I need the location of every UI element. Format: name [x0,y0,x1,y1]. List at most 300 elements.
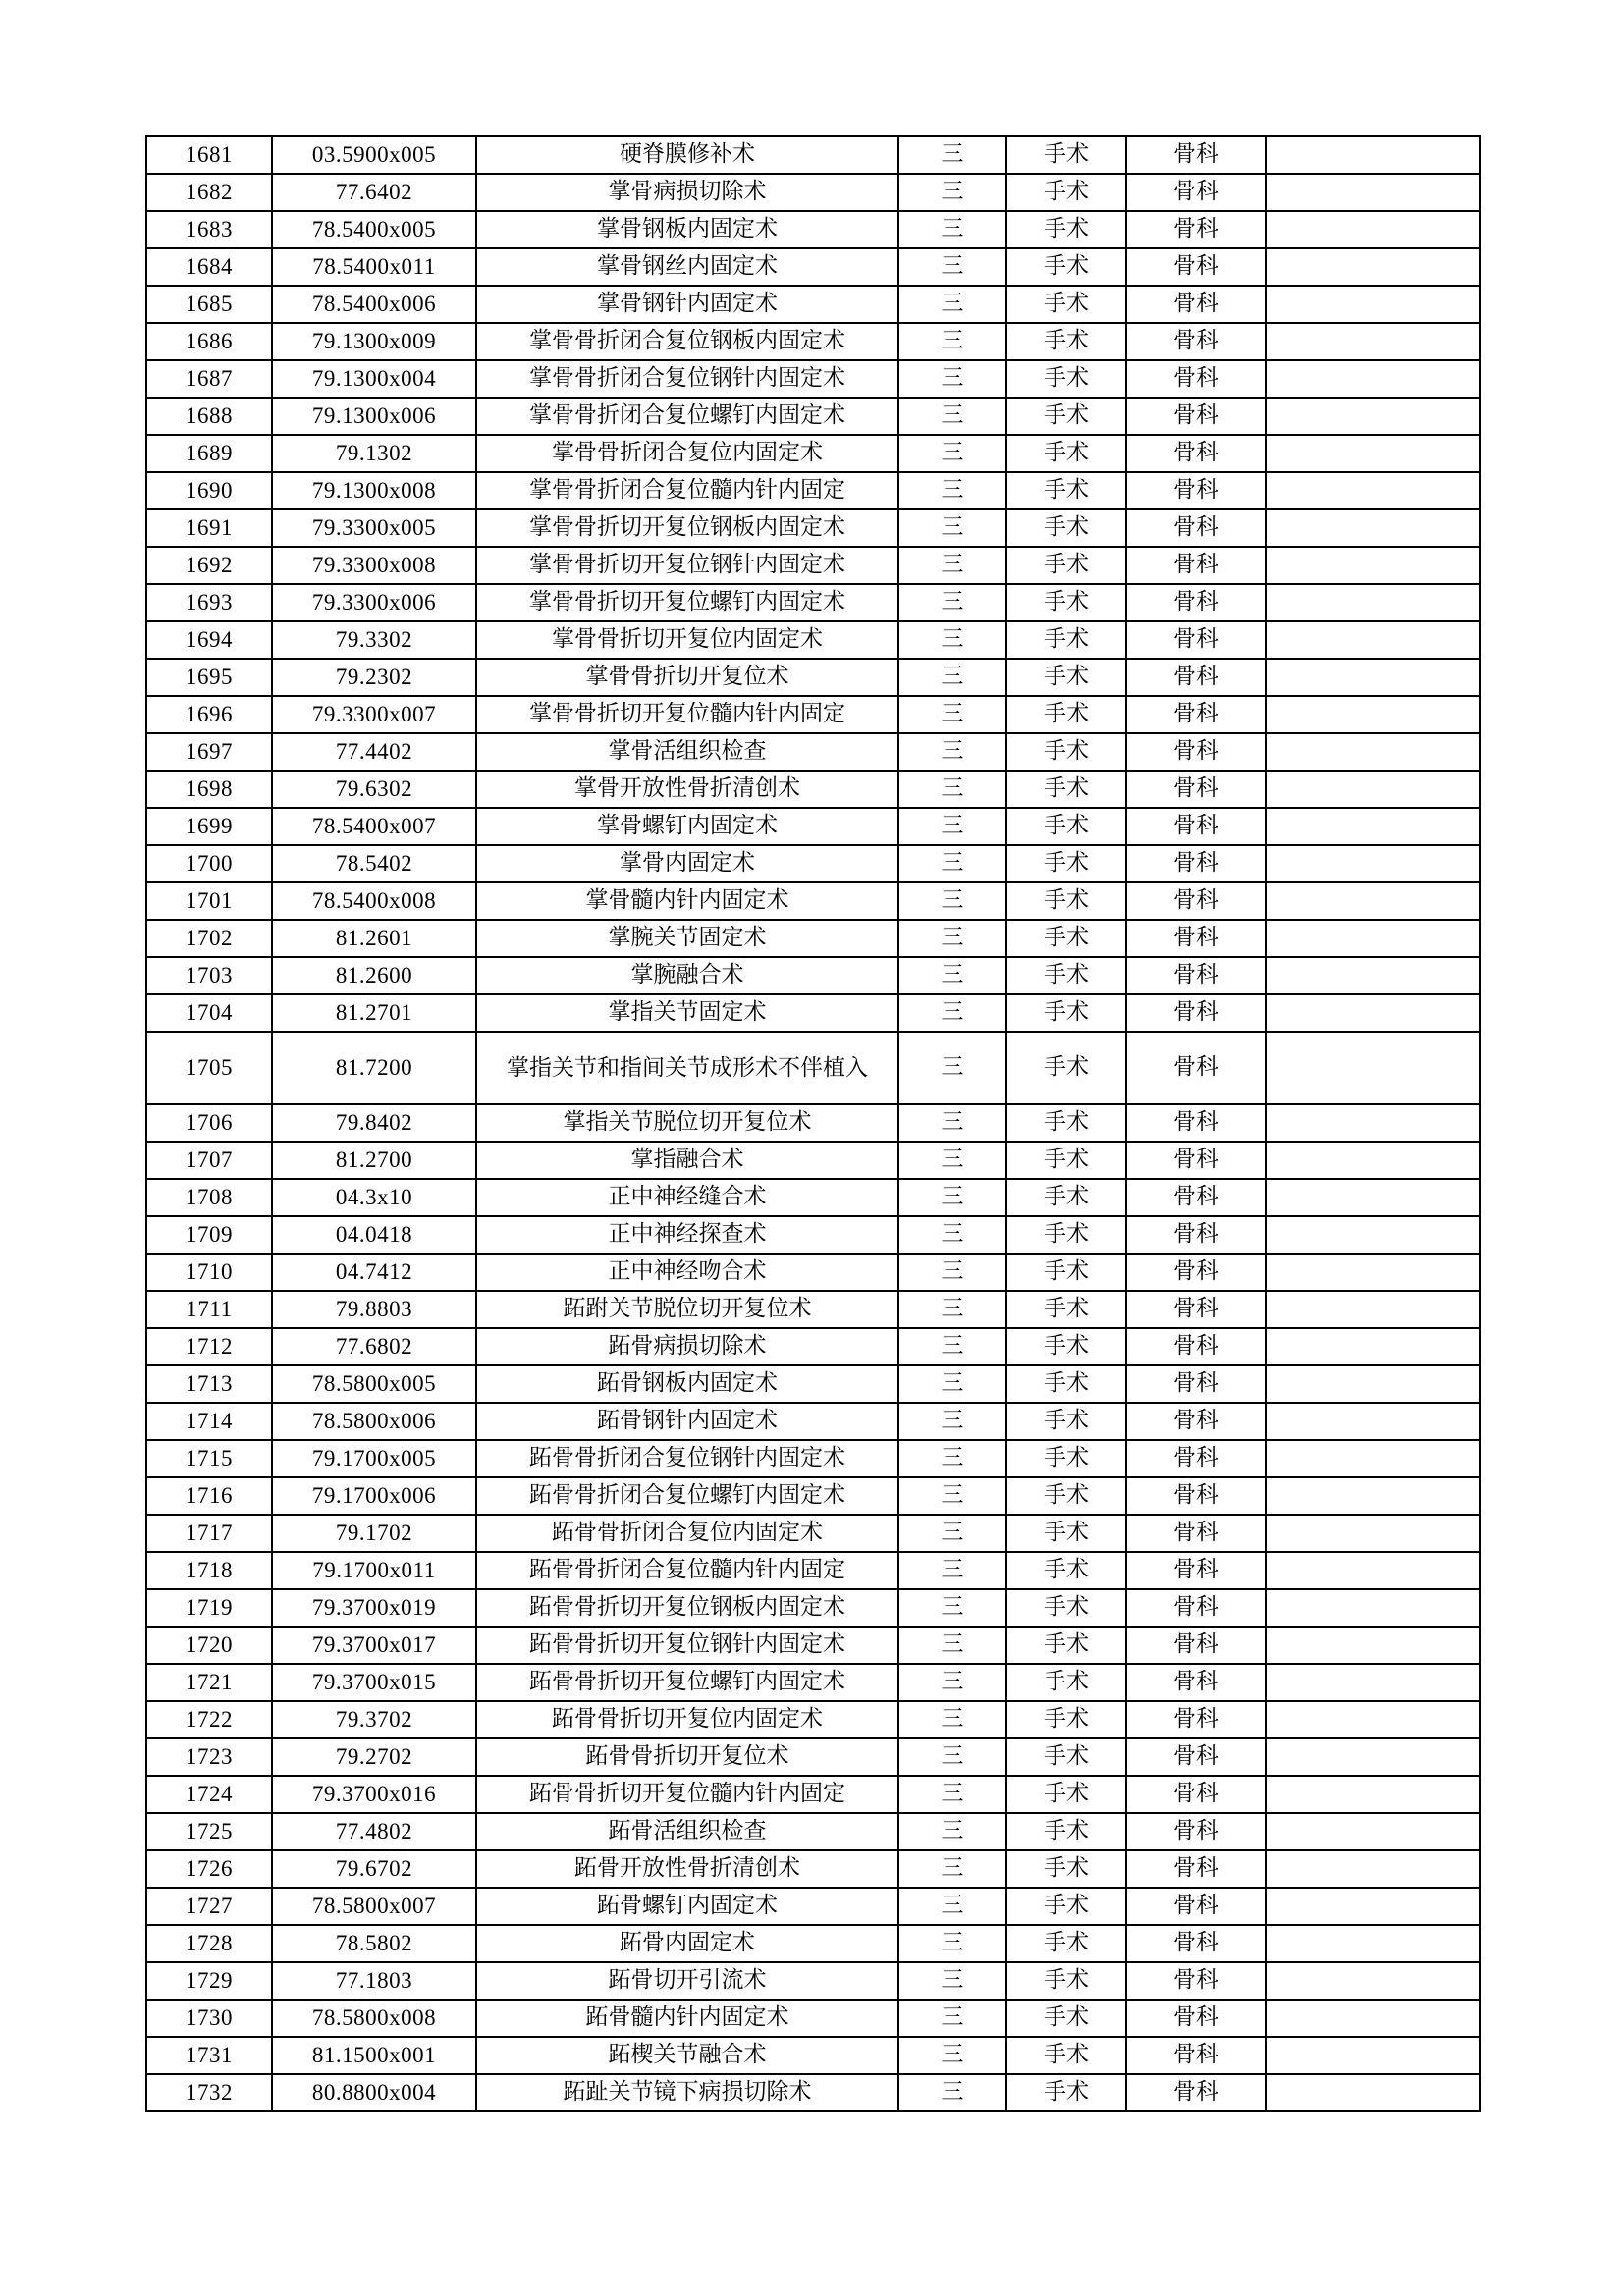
cell-type: 手术 [1006,1142,1126,1179]
table-row [146,1216,1480,1254]
cell-department: 骨科 [1126,1403,1266,1440]
cell-code: 79.3300x006 [272,584,476,621]
cell-name: 掌骨骨折闭合复位钢针内固定术 [476,360,898,398]
cell-name: 掌骨骨折闭合复位内固定术 [476,435,898,472]
cell-level: 三 [898,1701,1006,1738]
cell-department: 骨科 [1126,1291,1266,1328]
cell-code: 78.5400x007 [272,808,476,845]
cell-code: 79.3700x015 [272,1664,476,1701]
cell-name: 掌骨骨折切开复位髓内针内固定 [476,696,898,733]
cell-type: 手术 [1006,584,1126,621]
cell-level: 三 [898,1328,1006,1365]
cell-level: 三 [898,211,1006,248]
cell-level: 三 [898,771,1006,808]
cell-name: 跖骨开放性骨折清创术 [476,1850,898,1888]
table-row [146,1291,1480,1328]
cell-sequence: 1704 [146,994,272,1032]
cell-level: 三 [898,248,1006,286]
cell-name: 跖骨骨折切开复位术 [476,1738,898,1776]
table-row [146,1104,1480,1142]
cell-level: 三 [898,509,1006,547]
cell-sequence: 1731 [146,2037,272,2074]
table-row [146,920,1480,957]
cell-blank [1266,248,1480,286]
cell-code: 79.1700x005 [272,1440,476,1477]
cell-code: 79.3700x017 [272,1627,476,1664]
cell-blank [1266,472,1480,509]
cell-code: 77.1803 [272,1962,476,2000]
cell-code: 79.2702 [272,1738,476,1776]
cell-type: 手术 [1006,1515,1126,1552]
cell-sequence: 1696 [146,696,272,733]
cell-department: 骨科 [1126,584,1266,621]
cell-sequence: 1727 [146,1888,272,1925]
cell-department: 骨科 [1126,1738,1266,1776]
cell-sequence: 1728 [146,1925,272,1962]
cell-code: 78.5800x007 [272,1888,476,1925]
cell-blank [1266,286,1480,323]
cell-level: 三 [898,286,1006,323]
cell-type: 手术 [1006,323,1126,360]
cell-sequence: 1682 [146,174,272,211]
cell-sequence: 1693 [146,584,272,621]
cell-department: 骨科 [1126,1664,1266,1701]
cell-type: 手术 [1006,1589,1126,1627]
cell-code: 79.8402 [272,1104,476,1142]
cell-department: 骨科 [1126,1254,1266,1291]
table-row [146,435,1480,472]
cell-type: 手术 [1006,1701,1126,1738]
table-row [146,1888,1480,1925]
cell-sequence: 1686 [146,323,272,360]
cell-name: 掌指关节脱位切开复位术 [476,1104,898,1142]
cell-name: 掌骨骨折切开复位钢针内固定术 [476,547,898,584]
cell-blank [1266,435,1480,472]
cell-type: 手术 [1006,1738,1126,1776]
cell-sequence: 1691 [146,509,272,547]
cell-blank [1266,659,1480,696]
cell-name: 跖楔关节融合术 [476,2037,898,2074]
cell-type: 手术 [1006,1291,1126,1328]
cell-level: 三 [898,547,1006,584]
cell-name: 跖骨骨折闭合复位髓内针内固定 [476,1552,898,1589]
cell-sequence: 1681 [146,136,272,174]
cell-type: 手术 [1006,1179,1126,1216]
table-row [146,2074,1480,2111]
cell-blank [1266,1888,1480,1925]
cell-blank [1266,1813,1480,1850]
table-row [146,1701,1480,1738]
cell-sequence: 1729 [146,1962,272,2000]
cell-department: 骨科 [1126,435,1266,472]
cell-type: 手术 [1006,994,1126,1032]
cell-blank [1266,1403,1480,1440]
cell-code: 79.3300x007 [272,696,476,733]
cell-blank [1266,398,1480,435]
table-row [146,1032,1480,1104]
cell-type: 手术 [1006,360,1126,398]
cell-sequence: 1709 [146,1216,272,1254]
cell-type: 手术 [1006,547,1126,584]
cell-name: 跖骨活组织检查 [476,1813,898,1850]
cell-level: 三 [898,1403,1006,1440]
cell-department: 骨科 [1126,1888,1266,1925]
cell-level: 三 [898,1664,1006,1701]
cell-code: 79.3702 [272,1701,476,1738]
cell-name: 掌骨骨折闭合复位钢板内固定术 [476,323,898,360]
cell-level: 三 [898,1104,1006,1142]
cell-department: 骨科 [1126,1142,1266,1179]
cell-sequence: 1705 [146,1032,272,1104]
cell-type: 手术 [1006,1403,1126,1440]
cell-sequence: 1710 [146,1254,272,1291]
cell-sequence: 1725 [146,1813,272,1850]
cell-type: 手术 [1006,1104,1126,1142]
cell-name: 跖骨螺钉内固定术 [476,1888,898,1925]
cell-type: 手术 [1006,1254,1126,1291]
cell-department: 骨科 [1126,771,1266,808]
cell-sequence: 1726 [146,1850,272,1888]
cell-name: 正中神经探查术 [476,1216,898,1254]
table-row [146,1179,1480,1216]
cell-code: 78.5400x008 [272,882,476,920]
cell-type: 手术 [1006,1627,1126,1664]
cell-blank [1266,808,1480,845]
cell-department: 骨科 [1126,1104,1266,1142]
cell-code: 79.1300x004 [272,360,476,398]
cell-sequence: 1715 [146,1440,272,1477]
table-row [146,1664,1480,1701]
cell-name: 跖骨骨折切开复位髓内针内固定 [476,1776,898,1813]
cell-level: 三 [898,323,1006,360]
cell-department: 骨科 [1126,136,1266,174]
cell-blank [1266,1850,1480,1888]
cell-sequence: 1711 [146,1291,272,1328]
cell-name: 跖骨钢针内固定术 [476,1403,898,1440]
cell-level: 三 [898,1925,1006,1962]
cell-code: 79.1702 [272,1515,476,1552]
cell-department: 骨科 [1126,696,1266,733]
cell-type: 手术 [1006,659,1126,696]
cell-code: 04.7412 [272,1254,476,1291]
cell-level: 三 [898,1962,1006,2000]
cell-sequence: 1717 [146,1515,272,1552]
cell-level: 三 [898,472,1006,509]
cell-blank [1266,1365,1480,1403]
cell-department: 骨科 [1126,659,1266,696]
cell-department: 骨科 [1126,733,1266,771]
cell-code: 79.1302 [272,435,476,472]
cell-code: 81.2701 [272,994,476,1032]
cell-blank [1266,1104,1480,1142]
cell-level: 三 [898,1254,1006,1291]
cell-blank [1266,1627,1480,1664]
cell-name: 跖趾关节镜下病损切除术 [476,2074,898,2111]
cell-name: 跖骨骨折切开复位钢针内固定术 [476,1627,898,1664]
cell-name: 掌指关节固定术 [476,994,898,1032]
cell-blank [1266,1552,1480,1589]
cell-type: 手术 [1006,1552,1126,1589]
cell-code: 79.2302 [272,659,476,696]
cell-department: 骨科 [1126,1589,1266,1627]
cell-sequence: 1700 [146,845,272,882]
cell-department: 骨科 [1126,1813,1266,1850]
table-row [146,1515,1480,1552]
cell-name: 掌骨髓内针内固定术 [476,882,898,920]
cell-level: 三 [898,2037,1006,2074]
cell-type: 手术 [1006,1962,1126,2000]
cell-code: 79.3700x019 [272,1589,476,1627]
cell-blank [1266,733,1480,771]
cell-department: 骨科 [1126,547,1266,584]
cell-type: 手术 [1006,1216,1126,1254]
cell-blank [1266,1216,1480,1254]
cell-blank [1266,2037,1480,2074]
cell-name: 掌骨病损切除术 [476,174,898,211]
cell-name: 掌指融合术 [476,1142,898,1179]
cell-blank [1266,1515,1480,1552]
table-row [146,547,1480,584]
cell-name: 跖骨内固定术 [476,1925,898,1962]
table-row [146,1328,1480,1365]
cell-type: 手术 [1006,1328,1126,1365]
cell-name: 跖骨钢板内固定术 [476,1365,898,1403]
cell-sequence: 1707 [146,1142,272,1179]
table-row [146,1850,1480,1888]
cell-blank [1266,1776,1480,1813]
cell-code: 79.1300x009 [272,323,476,360]
cell-code: 78.5802 [272,1925,476,1962]
cell-type: 手术 [1006,621,1126,659]
table-row [146,845,1480,882]
table-row [146,696,1480,733]
cell-type: 手术 [1006,1477,1126,1515]
cell-code: 79.3700x016 [272,1776,476,1813]
cell-blank [1266,1328,1480,1365]
cell-department: 骨科 [1126,2074,1266,2111]
cell-type: 手术 [1006,1365,1126,1403]
table-row [146,1813,1480,1850]
table-row [146,211,1480,248]
cell-type: 手术 [1006,174,1126,211]
table-row [146,882,1480,920]
cell-code: 79.3302 [272,621,476,659]
table-row [146,1776,1480,1813]
cell-code: 79.6702 [272,1850,476,1888]
cell-blank [1266,957,1480,994]
cell-department: 骨科 [1126,621,1266,659]
procedure-catalog-table [145,135,1481,2112]
cell-sequence: 1698 [146,771,272,808]
cell-name: 跖骨骨折闭合复位钢针内固定术 [476,1440,898,1477]
cell-blank [1266,1032,1480,1104]
cell-code: 81.2700 [272,1142,476,1179]
table-row [146,2000,1480,2037]
cell-code: 79.8803 [272,1291,476,1328]
cell-type: 手术 [1006,2000,1126,2037]
cell-blank [1266,1440,1480,1477]
cell-type: 手术 [1006,1850,1126,1888]
cell-name: 跖骨骨折闭合复位螺钉内固定术 [476,1477,898,1515]
cell-type: 手术 [1006,2037,1126,2074]
cell-code: 79.1700x006 [272,1477,476,1515]
cell-type: 手术 [1006,882,1126,920]
cell-blank [1266,1925,1480,1962]
cell-name: 掌腕融合术 [476,957,898,994]
cell-sequence: 1719 [146,1589,272,1627]
cell-code: 78.5800x005 [272,1365,476,1403]
cell-code: 04.3x10 [272,1179,476,1216]
cell-sequence: 1706 [146,1104,272,1142]
cell-level: 三 [898,1850,1006,1888]
cell-level: 三 [898,2074,1006,2111]
table-row [146,398,1480,435]
cell-name: 掌骨钢丝内固定术 [476,248,898,286]
table-row [146,659,1480,696]
cell-blank [1266,2074,1480,2111]
cell-code: 79.1700x011 [272,1552,476,1589]
cell-department: 骨科 [1126,1776,1266,1813]
cell-level: 三 [898,621,1006,659]
cell-department: 骨科 [1126,248,1266,286]
cell-type: 手术 [1006,136,1126,174]
cell-blank [1266,136,1480,174]
cell-blank [1266,882,1480,920]
table-row [146,1365,1480,1403]
cell-sequence: 1690 [146,472,272,509]
table-row [146,1552,1480,1589]
table-row [146,2037,1480,2074]
cell-level: 三 [898,920,1006,957]
cell-code: 79.3300x005 [272,509,476,547]
cell-code: 78.5402 [272,845,476,882]
table-row [146,1738,1480,1776]
cell-name: 掌骨骨折切开复位螺钉内固定术 [476,584,898,621]
cell-department: 骨科 [1126,286,1266,323]
cell-level: 三 [898,1477,1006,1515]
cell-name: 掌骨骨折闭合复位螺钉内固定术 [476,398,898,435]
cell-code: 81.2600 [272,957,476,994]
cell-type: 手术 [1006,1813,1126,1850]
cell-level: 三 [898,435,1006,472]
table-row [146,286,1480,323]
cell-type: 手术 [1006,472,1126,509]
cell-sequence: 1701 [146,882,272,920]
cell-type: 手术 [1006,286,1126,323]
cell-type: 手术 [1006,808,1126,845]
table-row [146,994,1480,1032]
table-row [146,1589,1480,1627]
cell-level: 三 [898,733,1006,771]
cell-blank [1266,696,1480,733]
cell-level: 三 [898,174,1006,211]
cell-sequence: 1689 [146,435,272,472]
cell-department: 骨科 [1126,211,1266,248]
cell-blank [1266,1738,1480,1776]
cell-department: 骨科 [1126,1962,1266,2000]
cell-level: 三 [898,360,1006,398]
cell-code: 78.5800x008 [272,2000,476,2037]
cell-type: 手术 [1006,1925,1126,1962]
table-row [146,360,1480,398]
cell-blank [1266,2000,1480,2037]
cell-name: 跖骨切开引流术 [476,1962,898,2000]
cell-blank [1266,1477,1480,1515]
cell-blank [1266,323,1480,360]
cell-name: 掌骨螺钉内固定术 [476,808,898,845]
cell-blank [1266,920,1480,957]
cell-name: 跖骨骨折切开复位螺钉内固定术 [476,1664,898,1701]
cell-blank [1266,509,1480,547]
cell-department: 骨科 [1126,1850,1266,1888]
cell-type: 手术 [1006,211,1126,248]
cell-name: 硬脊膜修补术 [476,136,898,174]
table-row [146,771,1480,808]
cell-code: 77.4802 [272,1813,476,1850]
cell-sequence: 1703 [146,957,272,994]
cell-name: 跖骨髓内针内固定术 [476,2000,898,2037]
cell-code: 81.2601 [272,920,476,957]
cell-code: 78.5400x011 [272,248,476,286]
cell-sequence: 1712 [146,1328,272,1365]
table-row [146,957,1480,994]
cell-blank [1266,771,1480,808]
cell-level: 三 [898,584,1006,621]
cell-sequence: 1688 [146,398,272,435]
cell-department: 骨科 [1126,1925,1266,1962]
cell-department: 骨科 [1126,1701,1266,1738]
cell-level: 三 [898,1142,1006,1179]
cell-type: 手术 [1006,2074,1126,2111]
cell-code: 78.5400x005 [272,211,476,248]
cell-name: 跖骨病损切除术 [476,1328,898,1365]
cell-department: 骨科 [1126,174,1266,211]
cell-sequence: 1722 [146,1701,272,1738]
cell-level: 三 [898,1440,1006,1477]
cell-level: 三 [898,1776,1006,1813]
cell-name: 掌腕关节固定术 [476,920,898,957]
cell-name: 掌骨开放性骨折清创术 [476,771,898,808]
cell-department: 骨科 [1126,957,1266,994]
table-row [146,509,1480,547]
cell-department: 骨科 [1126,1328,1266,1365]
cell-code: 77.6802 [272,1328,476,1365]
cell-sequence: 1702 [146,920,272,957]
cell-sequence: 1730 [146,2000,272,2037]
cell-level: 三 [898,1589,1006,1627]
cell-type: 手术 [1006,696,1126,733]
table-row [146,1403,1480,1440]
cell-department: 骨科 [1126,1365,1266,1403]
cell-blank [1266,1291,1480,1328]
cell-level: 三 [898,882,1006,920]
cell-sequence: 1732 [146,2074,272,2111]
cell-sequence: 1697 [146,733,272,771]
cell-level: 三 [898,957,1006,994]
cell-type: 手术 [1006,435,1126,472]
cell-department: 骨科 [1126,882,1266,920]
cell-type: 手术 [1006,733,1126,771]
cell-name: 正中神经缝合术 [476,1179,898,1216]
cell-department: 骨科 [1126,920,1266,957]
cell-department: 骨科 [1126,1515,1266,1552]
cell-department: 骨科 [1126,1627,1266,1664]
cell-type: 手术 [1006,398,1126,435]
cell-type: 手术 [1006,771,1126,808]
cell-department: 骨科 [1126,808,1266,845]
cell-level: 三 [898,1032,1006,1104]
cell-level: 三 [898,808,1006,845]
